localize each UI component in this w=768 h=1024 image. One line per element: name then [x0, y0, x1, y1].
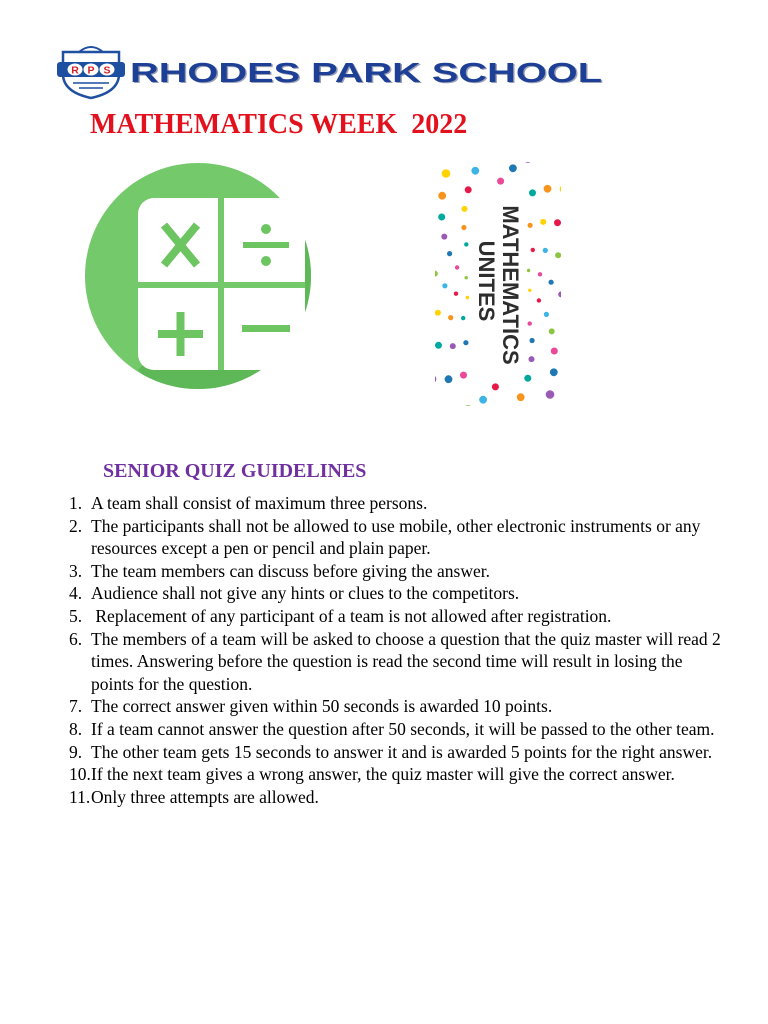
guideline-number: 3.	[69, 560, 83, 581]
decorative-dot	[479, 396, 487, 404]
school-crest-logo	[55, 42, 127, 100]
decorative-dot	[435, 271, 438, 277]
guideline-text: Replacement of any participant of a team is not allowed after registration.	[91, 605, 612, 626]
decorative-dot	[465, 276, 468, 279]
decorative-dot	[554, 219, 561, 226]
decorative-dot	[447, 251, 452, 256]
decorative-dot	[461, 225, 466, 230]
decorative-dot	[454, 292, 458, 296]
guideline-text: Only three attempts are allowed.	[91, 786, 319, 807]
guideline-number: 7.	[69, 696, 83, 717]
decorative-dot	[529, 356, 535, 362]
theme-line-unites: UNITES	[474, 240, 499, 322]
guideline-item	[0, 786, 726, 809]
guideline-item	[0, 605, 726, 628]
guideline-item	[0, 741, 726, 764]
math-operations-icon	[80, 158, 316, 394]
decorative-dot	[460, 372, 467, 379]
decorative-dot	[466, 296, 469, 299]
decorative-dot	[438, 214, 445, 221]
decorative-dot	[527, 269, 530, 272]
icon-divider-horizontal	[138, 282, 305, 288]
guideline-text: The other team gets 15 seconds to answer it and is awarded 5 points for the right answer.	[91, 741, 713, 762]
guideline-text: The team members can discuss before giving the answer.	[91, 560, 490, 581]
decorative-dot	[435, 310, 441, 316]
decorative-dot	[551, 348, 558, 355]
section-heading: SENIOR QUIZ GUIDELINES	[103, 460, 367, 482]
guideline-item	[0, 718, 726, 741]
guideline-text: If the next team gives a wrong answer, the quiz master will give the correct answer.	[91, 764, 675, 785]
decorative-dot	[529, 189, 536, 196]
decorative-dot	[492, 383, 499, 390]
decorative-dot	[509, 164, 517, 172]
decorative-dot	[544, 312, 549, 317]
guideline-number: 5.	[69, 605, 83, 626]
decorative-dot	[445, 375, 453, 383]
decorative-dot	[448, 315, 453, 320]
minus-icon	[242, 325, 290, 332]
guideline-item	[0, 763, 726, 786]
decorative-dot	[543, 248, 548, 253]
decorative-dot	[517, 393, 525, 401]
guideline-item	[0, 560, 726, 583]
crest-monogram: RPS	[71, 64, 111, 77]
decorative-dot	[528, 223, 533, 228]
guideline-text: If a team cannot answer the question after 50 seconds, it will be passed to the other team.	[91, 718, 715, 739]
guideline-text: A team shall consist of maximum three persons.	[91, 493, 428, 513]
decorative-dot	[531, 248, 535, 252]
decorative-dot	[537, 298, 541, 302]
decorative-dot	[544, 185, 552, 193]
decorative-dot	[530, 338, 535, 343]
guideline-number: 6.	[69, 628, 83, 649]
decorative-dot	[450, 343, 456, 349]
theme-line-mathematics: MATHEMATICS	[498, 205, 523, 365]
decorative-dot	[558, 291, 561, 297]
decorative-dot	[455, 265, 459, 269]
decorative-dot	[463, 340, 468, 345]
guideline-number: 11.	[69, 786, 91, 807]
guideline-item	[0, 582, 726, 605]
mathematics-unites-graphic	[435, 162, 561, 406]
decorative-dot	[549, 280, 554, 285]
decorative-dot	[528, 289, 531, 292]
decorative-dot	[462, 206, 468, 212]
event-title: MATHEMATICS WEEK 2022	[90, 109, 468, 140]
decorative-dot	[461, 316, 465, 320]
decorative-dot	[435, 342, 442, 349]
guideline-item	[0, 695, 726, 718]
guideline-number: 10.	[69, 764, 91, 785]
guidelines-list	[0, 492, 768, 808]
decorative-dot	[546, 390, 555, 399]
decorative-dot	[549, 328, 555, 334]
decorative-dot	[442, 169, 451, 178]
decorative-dot	[471, 167, 479, 175]
guideline-number: 4.	[69, 583, 83, 604]
decorative-dot	[524, 375, 531, 382]
guideline-text: The correct answer given within 50 seconds is awarded 10 points.	[91, 696, 553, 717]
guideline-text: The participants shall not be allowed to use mobile, other electronic instruments or any resources except a pen or pencil and plain paper.	[91, 515, 705, 559]
guideline-text: Audience shall not give any hints or clues to the competitors.	[91, 583, 520, 604]
guideline-item	[0, 515, 726, 560]
guideline-number: 8.	[69, 718, 83, 739]
guideline-text: The members of a team will be asked to choose a question that the quiz master will read 2 times. Answering before the question is read the second time will result in losing the points for the question.	[91, 628, 726, 694]
decorative-dot	[464, 242, 468, 246]
decorative-dot	[441, 234, 447, 240]
decorative-dot	[540, 219, 546, 225]
decorative-dot	[442, 283, 447, 288]
decorative-dot	[560, 185, 561, 194]
decorative-dot	[550, 368, 558, 376]
guideline-number: 1.	[69, 493, 83, 513]
guideline-item	[0, 628, 726, 696]
decorative-dot	[538, 272, 542, 276]
decorative-dot	[528, 321, 532, 325]
guideline-item	[0, 492, 726, 515]
decorative-dot	[465, 186, 472, 193]
decorative-dot	[435, 375, 436, 384]
decorative-dot	[555, 252, 561, 258]
decorative-dot	[497, 178, 504, 185]
school-name: RHODES PARK SCHOOL	[130, 57, 602, 88]
decorative-dot	[464, 405, 473, 406]
guideline-number: 2.	[69, 515, 83, 536]
guideline-number: 9.	[69, 741, 83, 762]
decorative-dot	[524, 162, 533, 163]
decorative-dot	[438, 192, 446, 200]
